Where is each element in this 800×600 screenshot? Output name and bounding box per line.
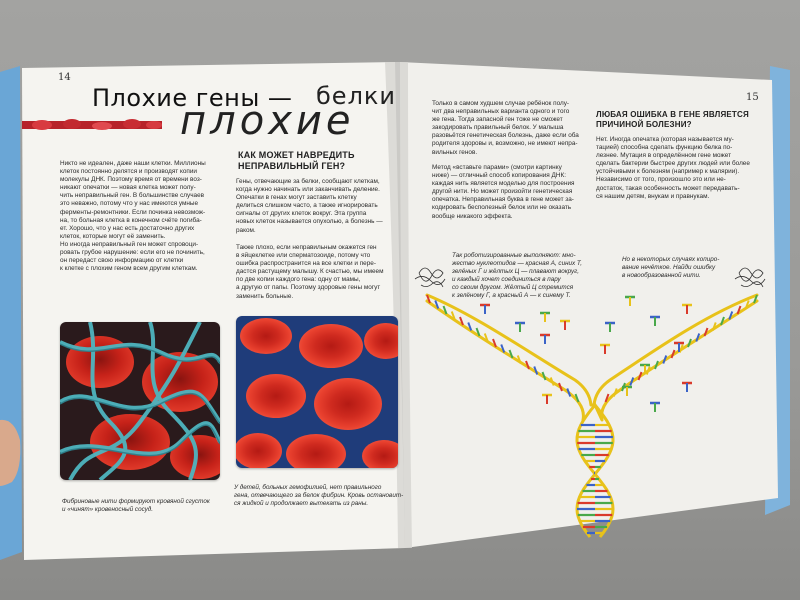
chromosome-left-icon <box>415 268 445 287</box>
nucleotide <box>682 383 692 392</box>
page-title-line2: плохие <box>180 98 355 144</box>
nucleotide <box>650 403 660 412</box>
base-pair <box>639 372 642 380</box>
mutation-text: Нет. Иногда опечатка (которая называется му- тацией) способна сделать функцию белка по- лезнее. Мутация в определённом гене может сделать бактерии быстрее других людей или более устойчивыми к болезням (например к малярии). Независимо от того, произошло это или не- достаток, такая особенность может передавать- ся нашим детям, внукам и правнукам. <box>596 136 750 200</box>
dna-strand <box>427 301 583 420</box>
base-pair <box>534 367 537 375</box>
red-blood-cells-photo <box>236 316 398 468</box>
left-page-number: 14 <box>58 72 71 83</box>
base-pair <box>688 339 691 347</box>
subhead-any-error: ЛЮБАЯ ОШИБКА В ГЕНЕ ЯВЛЯЕТСЯ ПРИЧИНОЙ БОЛЕЗНИ? <box>596 110 749 129</box>
right-top-text: Только в самом худшем случае ребёнок полу- чит два неправильных варианта одного и того же гена. Тогда запасной ген тоже не сможет закодировать правильный белок. У малыша разовьётся генетическая болезнь, даже если оба родителя здоровы и, возможно, не имеют непра- вильных генов. <box>432 100 579 156</box>
dna-replication-diagram <box>405 255 780 545</box>
intro-text: Никто не идеален, даже наши клетки. Миллионы клеток постоянно делятся и производят копии молекулы ДНК. Поэтому время от времени воз- никают опечатки — новая клетка может полу- чить неправильный ген. В большинстве случаев это неважно, потому что у нас имеются умные ферменты-ремонтники. Если починка невозмож- на, то больная клетка в конечном счёте погиба- ет. Хорошо, что у нас есть достаточно других клеток, которые могут её заменить. Но иногда неправильный ген может спровоци- ровать грубое нарушение: если его не починить, он передаст свою информацию от клетки к клетке с плохим геном всем другим клеткам. <box>60 160 206 273</box>
fibrin-photo <box>60 322 220 480</box>
nucleotide <box>682 305 692 314</box>
base-pair <box>567 389 570 397</box>
base-pair <box>696 334 699 342</box>
base-pair <box>543 372 546 380</box>
inheritance-text: Также плохо, если неправильным окажется ген в яйцеклетке или сперматозоиде, потому что ошибка распространится на все клетки и пере- дастся растущему малышу. К счастью, мы имеем по две копии каждого гена: одну от мамы, а другую от папы. Поэтому здоровые гены могут заменить больные. <box>236 244 384 300</box>
right-page-number: 15 <box>746 92 759 103</box>
nucleotide <box>560 321 570 330</box>
dna-strand <box>594 295 757 405</box>
nucleotide <box>540 335 550 344</box>
dna-base-pairs <box>427 295 757 533</box>
fibrin-illustration <box>60 322 220 480</box>
page-title-line1: Плохие гены — <box>92 84 293 112</box>
base-pair <box>680 345 683 353</box>
base-pair <box>663 356 666 364</box>
right-copy-method-text: Метод «вставьте парами» (смотри картинку ниже) — отличный способ копирования ДНК: каждая нить является моделью для построения другой нити. Но может произойти генетическая опечатка. Неправильная буква в гене может за- кодировать бесполезный белок или не оказать вообще никакого эффекта. <box>432 164 575 220</box>
blood-cells-illustration <box>236 316 398 468</box>
dna-strands <box>427 295 757 537</box>
nucleotide <box>480 305 490 314</box>
nucleotide <box>540 313 550 322</box>
cancer-text: Гены, отвечающие за белки, сообщают клеткам, когда нужно начинать или заканчивать деление. Опечатки в генах могут заставить клетку делиться слишком часто, а также игнорировать сигналы от других клеток вокруг. Эта группа новых клеток называется опухолью, а болезнь — раком. <box>236 178 383 234</box>
blood-cells-header-strip <box>22 115 162 133</box>
dna-strand <box>602 301 757 420</box>
diagram-caption-left: Так роботизированные выполняют: мно- жество нуклеотидов — красная А, синих Т, зелёных Г и жёлтых Ц — плавают вокруг, и каждый хочет соединиться в пару со своим другом. Жёлтый Ц стремится к зелёному Г, а красный А — к синему Т. <box>452 252 582 300</box>
nucleotide <box>625 297 635 306</box>
base-pair <box>630 378 633 386</box>
page-title-line3: белки <box>316 82 396 110</box>
base-pair <box>559 383 562 391</box>
diagram-caption-right: Но в некоторых случаях копиро- вание нечёткое. Найди ошибку в новообразованной нити. <box>622 256 720 280</box>
caption-hemophilia: У детей, больных гемофилией, нет правильного гена, отвечающего за белок фибрин. Кровь остановит- ся жидкой и продолжает вытекать из раны. <box>234 484 404 508</box>
base-pair <box>614 389 617 397</box>
base-pair <box>672 350 675 358</box>
nucleotide <box>605 323 615 332</box>
caption-fibrin: Фибриновые нити формируют кровяной сгусток и «чинят» кровеносный сосуд. <box>62 498 210 514</box>
nucleotide <box>650 317 660 326</box>
base-pair <box>655 361 658 369</box>
base-pair <box>551 378 554 386</box>
dna-strand <box>427 295 591 405</box>
nucleotide <box>542 395 552 404</box>
chromosome-right-icon <box>735 268 765 287</box>
base-pair <box>647 367 650 375</box>
nucleotide <box>515 323 525 332</box>
subhead-how-gene-harms: КАК МОЖЕТ НАВРЕДИТЬ НЕПРАВИЛЬНЫЙ ГЕН? <box>238 150 355 171</box>
nucleotide <box>600 345 610 354</box>
